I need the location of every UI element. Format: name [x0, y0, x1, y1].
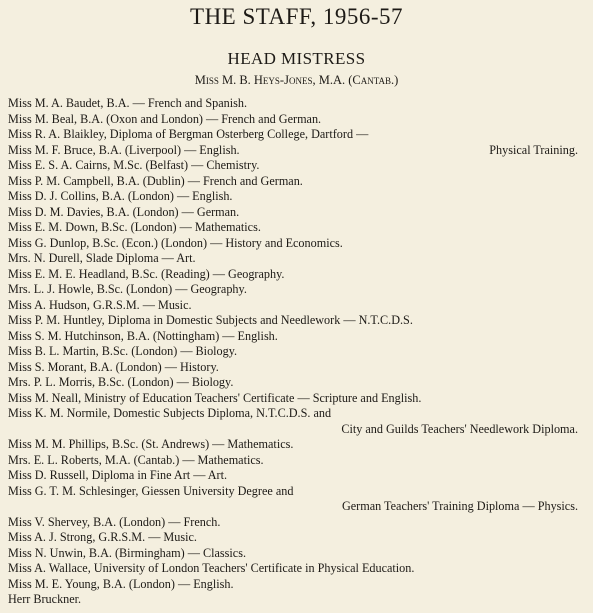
staff-entry	[8, 251, 586, 267]
staff-entry-text: Miss K. M. Normile, Domestic Subjects Diploma, N.T.C.D.S. and	[8, 406, 332, 420]
staff-entry-text: Miss M. A. Baudet, B.A. — French and Spanish.	[8, 96, 248, 110]
staff-entry	[8, 406, 586, 422]
staff-entry	[8, 267, 586, 283]
staff-entry-text: Miss R. A. Blaikley, Diploma of Bergman Osterberg College, Dartford —	[8, 127, 369, 141]
staff-entry	[8, 313, 586, 329]
head-mistress-heading: HEAD MISTRESS	[227, 49, 366, 68]
staff-entry	[8, 189, 586, 205]
staff-entry-text: Miss S. M. Hutchinson, B.A. (Nottingham) — English.	[8, 328, 278, 343]
staff-entry-text: Mrs. P. L. Morris, B.Sc. (London) — Biology.	[8, 375, 234, 389]
staff-entry-continuation: German Teachers' Training Diploma — Physics.	[341, 499, 578, 513]
staff-entry	[8, 484, 586, 500]
page-title: THE STAFF, 1956-57	[190, 4, 403, 29]
staff-entry-text: Miss E. S. A. Cairns, M.Sc. (Belfast) — Chemistry.	[8, 158, 260, 172]
staff-entry-text: Miss A. Hudson, G.R.S.M. — Music.	[8, 297, 192, 312]
staff-entry-text: Miss V. Shervey, B.A. (London) — French.	[8, 514, 221, 529]
staff-entry-text: Miss D. J. Collins, B.A. (London) — English.	[8, 189, 233, 203]
staff-entry	[8, 360, 586, 376]
staff-entry	[8, 530, 586, 546]
staff-entry-text: Miss N. Unwin, B.A. (Birmingham) — Classics.	[8, 545, 246, 560]
staff-entry	[8, 391, 586, 407]
staff-entry	[8, 329, 586, 345]
staff-entry-text: Miss G. Dunlop, B.Sc. (Econ.) (London) — History and Economics.	[8, 235, 343, 250]
staff-entry-text: Miss M. F. Bruce, B.A. (Liverpool) — English.	[8, 142, 240, 157]
staff-entry	[8, 422, 586, 438]
staff-entry	[8, 96, 586, 112]
staff-entry	[8, 468, 586, 484]
staff-entry-text: Mrs. E. L. Roberts, M.A. (Cantab.) — Mathematics.	[8, 452, 264, 467]
staff-entry	[8, 515, 586, 531]
staff-entry-text: Miss S. Morant, B.A. (London) — History.	[8, 359, 219, 374]
staff-entry	[8, 375, 586, 391]
head-mistress-name: Miss M. B. Heys-Jones, M.A. (Cantab.)	[194, 73, 399, 87]
staff-entry	[8, 158, 586, 174]
staff-entry	[8, 592, 586, 608]
staff-entry-text: Herr Bruckner.	[8, 592, 82, 606]
staff-list	[8, 96, 586, 608]
staff-entry-text: Miss A. J. Strong, G.R.S.M. — Music.	[8, 530, 197, 544]
staff-entry	[8, 561, 586, 577]
staff-entry	[8, 344, 586, 360]
staff-entry	[8, 453, 586, 469]
staff-entry-continuation: Physical Training.	[489, 142, 578, 157]
staff-entry-text: Miss A. Wallace, University of London Teachers' Certificate in Physical Education.	[8, 561, 415, 575]
staff-entry	[8, 499, 586, 515]
staff-entry-text: Miss P. M. Campbell, B.A. (Dublin) — French and German.	[8, 173, 303, 188]
staff-entry	[8, 298, 586, 314]
staff-entry	[8, 282, 586, 298]
staff-entry	[8, 220, 586, 236]
staff-entry	[8, 236, 586, 252]
staff-entry-text: Miss B. L. Martin, B.Sc. (London) — Biology.	[8, 344, 238, 358]
staff-entry-text: Miss M. Neall, Ministry of Education Teachers' Certificate — Scripture and English.	[8, 390, 422, 405]
staff-entry	[8, 174, 586, 190]
staff-entry	[8, 112, 586, 128]
staff-entry-text: Miss P. M. Huntley, Diploma in Domestic Subjects and Needlework — N.T.C.D.S.	[8, 313, 413, 327]
staff-entry	[8, 143, 586, 159]
staff-entry-text: Miss M. Beal, B.A. (Oxon and London) — French and German.	[8, 111, 322, 126]
staff-entry	[8, 127, 586, 143]
staff-entry	[8, 546, 586, 562]
staff-entry	[8, 437, 586, 453]
staff-entry-text: Miss D. M. Davies, B.A. (London) — German.	[8, 204, 240, 219]
staff-entry-text: Mrs. N. Durell, Slade Diploma — Art.	[8, 251, 196, 265]
staff-entry	[8, 205, 586, 221]
staff-entry	[8, 577, 586, 593]
staff-entry-text: Miss G. T. M. Schlesinger, Giessen University Degree and	[8, 483, 294, 498]
staff-entry-text: Mrs. L. J. Howle, B.Sc. (London) — Geography.	[8, 282, 247, 296]
staff-entry-text: Miss M. M. Phillips, B.Sc. (St. Andrews) — Mathematics.	[8, 437, 294, 451]
staff-entry-text: Miss E. M. E. Headland, B.Sc. (Reading) — Geography.	[8, 266, 285, 281]
staff-entry-text: Miss M. E. Young, B.A. (London) — English.	[8, 576, 234, 591]
staff-entry-continuation: City and Guilds Teachers' Needlework Diploma.	[341, 421, 578, 436]
staff-entry-text: Miss E. M. Down, B.Sc. (London) — Mathematics.	[8, 220, 261, 234]
staff-entry-text: Miss D. Russell, Diploma in Fine Art — Art.	[8, 468, 228, 482]
